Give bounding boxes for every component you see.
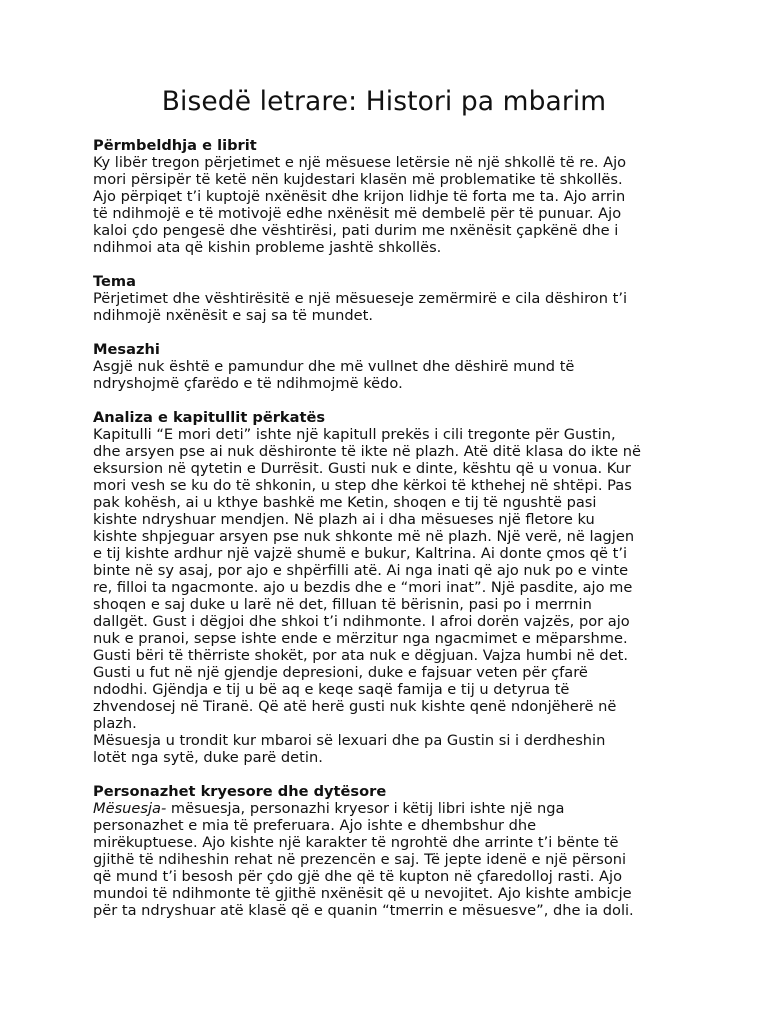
paragraph-line: nuk e pranoi, sepse ishte ende e mërzitur nga ngacmimet e mëparshme.	[93, 630, 628, 647]
section-theme	[93, 273, 693, 324]
character-name: Mësuesja-	[93, 800, 167, 817]
paragraph-line: dhe arsyen pse ai nuk dëshironte të ikte në plazh. Atë ditë klasa do ikte në	[93, 443, 641, 460]
paragraph-line: ndihmojë nxënësit e saj sa të mundet.	[93, 307, 373, 324]
paragraph-line: Ajo përpiqet t’i kuptojë nxënësit dhe krijon lidhje të forta me ta. Ajo arrin	[93, 188, 626, 205]
paragraph-line: ndryshojmë çfarëdo e të ndihmojmë këdo.	[93, 375, 403, 392]
section-chapter-analysis	[93, 409, 693, 766]
section-heading: Përmbeldhja e librit	[93, 137, 257, 154]
paragraph-line: Gusti u fut në një gjendje depresioni, duke e fajsuar veten për çfarë	[93, 664, 588, 681]
paragraph-line: shoqen e saj duke u larë në det, filluan të bërisnin, pasi po i merrnin	[93, 596, 592, 613]
paragraph-line: plazh.	[93, 715, 137, 732]
paragraph-line: për ta ndryshuar atë klasë që e quanin “tmerrin e mësuesve”, dhe ia doli.	[93, 902, 634, 919]
section-characters	[93, 783, 693, 919]
paragraph-line: e tij kishte ardhur një vajzë shumë e bukur, Kaltrina. Ai donte çmos që t’i	[93, 545, 628, 562]
paragraph-line: mirëkuptuese. Ajo kishte një karakter të ngrohtë dhe arrinte t’i bënte të	[93, 834, 619, 851]
paragraph-line: mori përsipër të ketë nën kujdestari klasën më problematike të shkollës.	[93, 171, 623, 188]
paragraph-line: binte në sy asaj, por ajo e shpërfilli atë. Ai nga inati që ajo nuk po e vinte	[93, 562, 629, 579]
section-summary	[93, 137, 693, 256]
paragraph-line: re, filloi ta ngacmonte. ajo u bezdis dhe e “mori inat”. Një pasdite, ajo me	[93, 579, 633, 596]
paragraph-line: kishte ndryshuar mendjen. Në plazh ai i dha mësueses një fletore ku	[93, 511, 595, 528]
paragraph-line: ndihmoi ata që kishin probleme jashtë shkollës.	[93, 239, 442, 256]
section-heading: Mesazhi	[93, 341, 160, 358]
document-title: Bisedë letrare: Histori pa mbarim	[161, 86, 607, 117]
section-heading: Personazhet kryesore dhe dytësore	[93, 783, 387, 800]
paragraph-line: Ky libër tregon përjetimet e një mësuese letërsie në një shkollë të re. Ajo	[93, 154, 627, 171]
section-message	[93, 341, 693, 392]
paragraph-line: zhvendosej në Tiranë. Që atë herë gusti nuk kishte qenë ndonjëherë në	[93, 698, 617, 715]
section-gap	[93, 392, 693, 409]
paragraph-line: të ndihmojë e të motivojë edhe nxënësit më dembelë për të punuar. Ajo	[93, 205, 622, 222]
paragraph-line: gjithë të ndiheshin rehat në prezencën e saj. Të jepte idenë e një përsoni	[93, 851, 627, 868]
section-gap	[93, 766, 693, 783]
paragraph-line: dallgët. Gust i dëgjoi dhe shkoi t’i ndihmonte. I afroi dorën vajzës, por ajo	[93, 613, 630, 630]
paragraph-line: kaloi çdo pengesë dhe vështirësi, pati durim me nxënësit çapkënë dhe i	[93, 222, 619, 239]
paragraph-line: lotët nga sytë, duke parë detin.	[93, 749, 323, 766]
section-heading: Analiza e kapitullit përkatës	[93, 409, 326, 426]
section-gap	[93, 324, 693, 341]
paragraph-line: mundoi të ndihmonte të gjithë nxënësit që u nevojitet. Ajo kishte ambicje	[93, 885, 632, 902]
section-gap	[93, 256, 693, 273]
section-heading: Tema	[93, 273, 136, 290]
paragraph-line: eksursion në qytetin e Durrësit. Gusti nuk e dinte, kështu që u vonua. Kur	[93, 460, 631, 477]
paragraph-line: Gusti bëri të thërriste shokët, por ata nuk e dëgjuan. Vajza humbi në det.	[93, 647, 629, 664]
paragraph-line	[93, 800, 693, 817]
paragraph-text: mësuesja, personazhi kryesor i këtij libri ishte një nga	[166, 800, 565, 817]
paragraph-line: Përjetimet dhe vështirësitë e një mësueseje zemërmirë e cila dëshiron t’i	[93, 290, 628, 307]
paragraph-line: personazhet e mia të preferuara. Ajo ishte e dhembshur dhe	[93, 817, 537, 834]
paragraph-line: kishte shpjeguar arsyen pse nuk shkonte më në plazh. Një verë, në lagjen	[93, 528, 635, 545]
paragraph-line: Kapitulli “E mori deti” ishte një kapitull prekës i cili tregonte për Gustin,	[93, 426, 616, 443]
paragraph-line: Asgjë nuk është e pamundur dhe më vullnet dhe dëshirë mund të	[93, 358, 575, 375]
paragraph-line: mori vesh se ku do të shkonin, u step dhe kërkoi të kthehej në shtëpi. Pas	[93, 477, 632, 494]
paragraph-line: pak kohësh, ai u kthye bashkë me Ketin, shoqen e tij të ngushtë pasi	[93, 494, 597, 511]
paragraph-line: që mund t’i besosh për çdo gjë dhe që të kupton në çfaredolloj rasti. Ajo	[93, 868, 623, 885]
document-body	[93, 137, 693, 919]
paragraph-line: ndodhi. Gjëndja e tij u bë aq e keqe saqë famija e tij u detyrua të	[93, 681, 570, 698]
paragraph-line: Mësuesja u trondit kur mbaroi së lexuari dhe pa Gustin si i derdheshin	[93, 732, 606, 749]
